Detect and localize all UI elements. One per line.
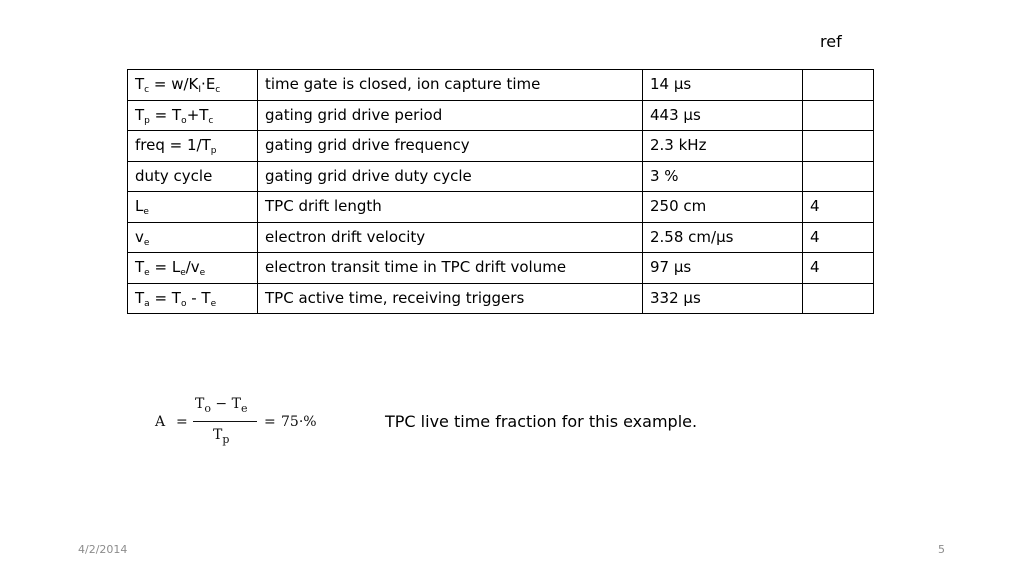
symbol-cell: $T_c = w/K_I\cdot E_c$: [128, 70, 258, 101]
fraction-bar: [193, 421, 257, 422]
live-time-formula: [155, 394, 315, 456]
ref-cell: [803, 100, 874, 131]
symbol-cell: freq = $1/T_p$: [128, 131, 258, 162]
value-cell: 2.3 kHz: [643, 131, 803, 162]
description-cell: TPC active time, receiving triggers: [258, 283, 643, 314]
formula-equals-sign-2: =: [264, 414, 276, 430]
page-number: 5: [938, 543, 945, 556]
table-row: [128, 131, 874, 162]
value-cell: 14 µs: [643, 70, 803, 101]
ref-cell: 4: [803, 222, 874, 253]
ref-cell: 4: [803, 192, 874, 223]
symbol-cell: $L_e$: [128, 192, 258, 223]
table-row: [128, 100, 874, 131]
symbol-cell: $T_p = T_o+T_c$: [128, 100, 258, 131]
description-cell: electron drift velocity: [258, 222, 643, 253]
description-cell: TPC drift length: [258, 192, 643, 223]
table-row: [128, 192, 874, 223]
description-cell: gating grid drive period: [258, 100, 643, 131]
symbol-cell: duty cycle: [128, 161, 258, 192]
description-cell: electron transit time in TPC drift volume: [258, 253, 643, 284]
symbol-cell: $T_e = L_e/v_e$: [128, 253, 258, 284]
live-time-note: TPC live time fraction for this example.: [385, 412, 698, 431]
formula-lhs: A: [155, 414, 166, 430]
ref-cell: [803, 161, 874, 192]
table-row: [128, 70, 874, 101]
formula-numerator: $T_o - T_e$: [195, 396, 248, 415]
description-cell: gating grid drive duty cycle: [258, 161, 643, 192]
parameter-table: [127, 69, 874, 314]
ref-cell: [803, 283, 874, 314]
value-cell: 97 µs: [643, 253, 803, 284]
formula-equals-sign: =: [176, 414, 188, 430]
description-cell: gating grid drive frequency: [258, 131, 643, 162]
symbol-cell: $T_a = T_o - T_e$: [128, 283, 258, 314]
symbol-cell: $v_e$: [128, 222, 258, 253]
ref-label: ref: [820, 32, 842, 51]
description-cell: time gate is closed, ion capture time: [258, 70, 643, 101]
table-row: [128, 283, 874, 314]
footer-date: 4/2/2014: [78, 543, 128, 556]
value-cell: 332 µs: [643, 283, 803, 314]
table-row: [128, 222, 874, 253]
table-row: [128, 253, 874, 284]
value-cell: 443 µs: [643, 100, 803, 131]
formula-result: 75·%: [281, 414, 317, 430]
value-cell: 3 %: [643, 161, 803, 192]
ref-cell: 4: [803, 253, 874, 284]
ref-cell: [803, 131, 874, 162]
formula-denominator: $T_p$: [213, 427, 230, 446]
ref-cell: [803, 70, 874, 101]
value-cell: 2.58 cm/µs: [643, 222, 803, 253]
value-cell: 250 cm: [643, 192, 803, 223]
table-row: [128, 161, 874, 192]
